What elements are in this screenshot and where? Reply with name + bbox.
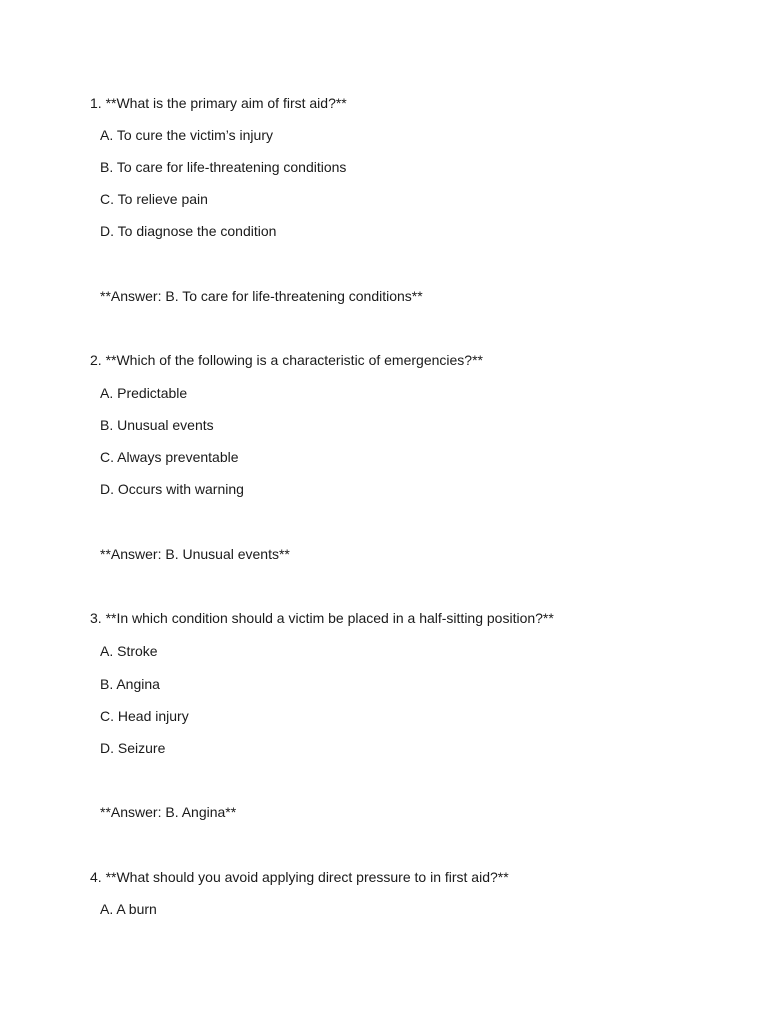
question-1-option-b: B. To care for life-threatening conditions [100, 159, 347, 175]
question-2-option-a: A. Predictable [100, 385, 188, 401]
question-1-option-d: D. To diagnose the condition [100, 223, 277, 239]
question-2-answer: **Answer: B. Unusual events** [100, 546, 290, 562]
question-3-option-a: A. Stroke [100, 643, 158, 659]
question-3-option-b: B. Angina [100, 676, 160, 692]
question-1-answer: **Answer: B. To care for life-threatening conditions** [100, 288, 423, 304]
question-2-option-c: C. Always preventable [100, 449, 239, 465]
question-1-text: 1. **What is the primary aim of first aid?** [90, 95, 347, 111]
question-3-option-c: C. Head injury [100, 708, 189, 724]
question-2-text: 2. **Which of the following is a characteristic of emergencies?** [90, 352, 483, 368]
question-2-option-b: B. Unusual events [100, 417, 214, 433]
question-3-option-d: D. Seizure [100, 740, 166, 756]
question-4-option-a: A. A burn [100, 901, 157, 917]
question-2-option-d: D. Occurs with warning [100, 481, 244, 497]
question-1-option-c: C. To relieve pain [100, 191, 208, 207]
question-4-text: 4. **What should you avoid applying direct pressure to in first aid?** [90, 869, 509, 885]
question-3-text: 3. **In which condition should a victim be placed in a half-sitting position?** [90, 610, 554, 626]
question-3-answer: **Answer: B. Angina** [100, 804, 237, 820]
question-1-option-a: A. To cure the victim’s injury [100, 127, 273, 143]
